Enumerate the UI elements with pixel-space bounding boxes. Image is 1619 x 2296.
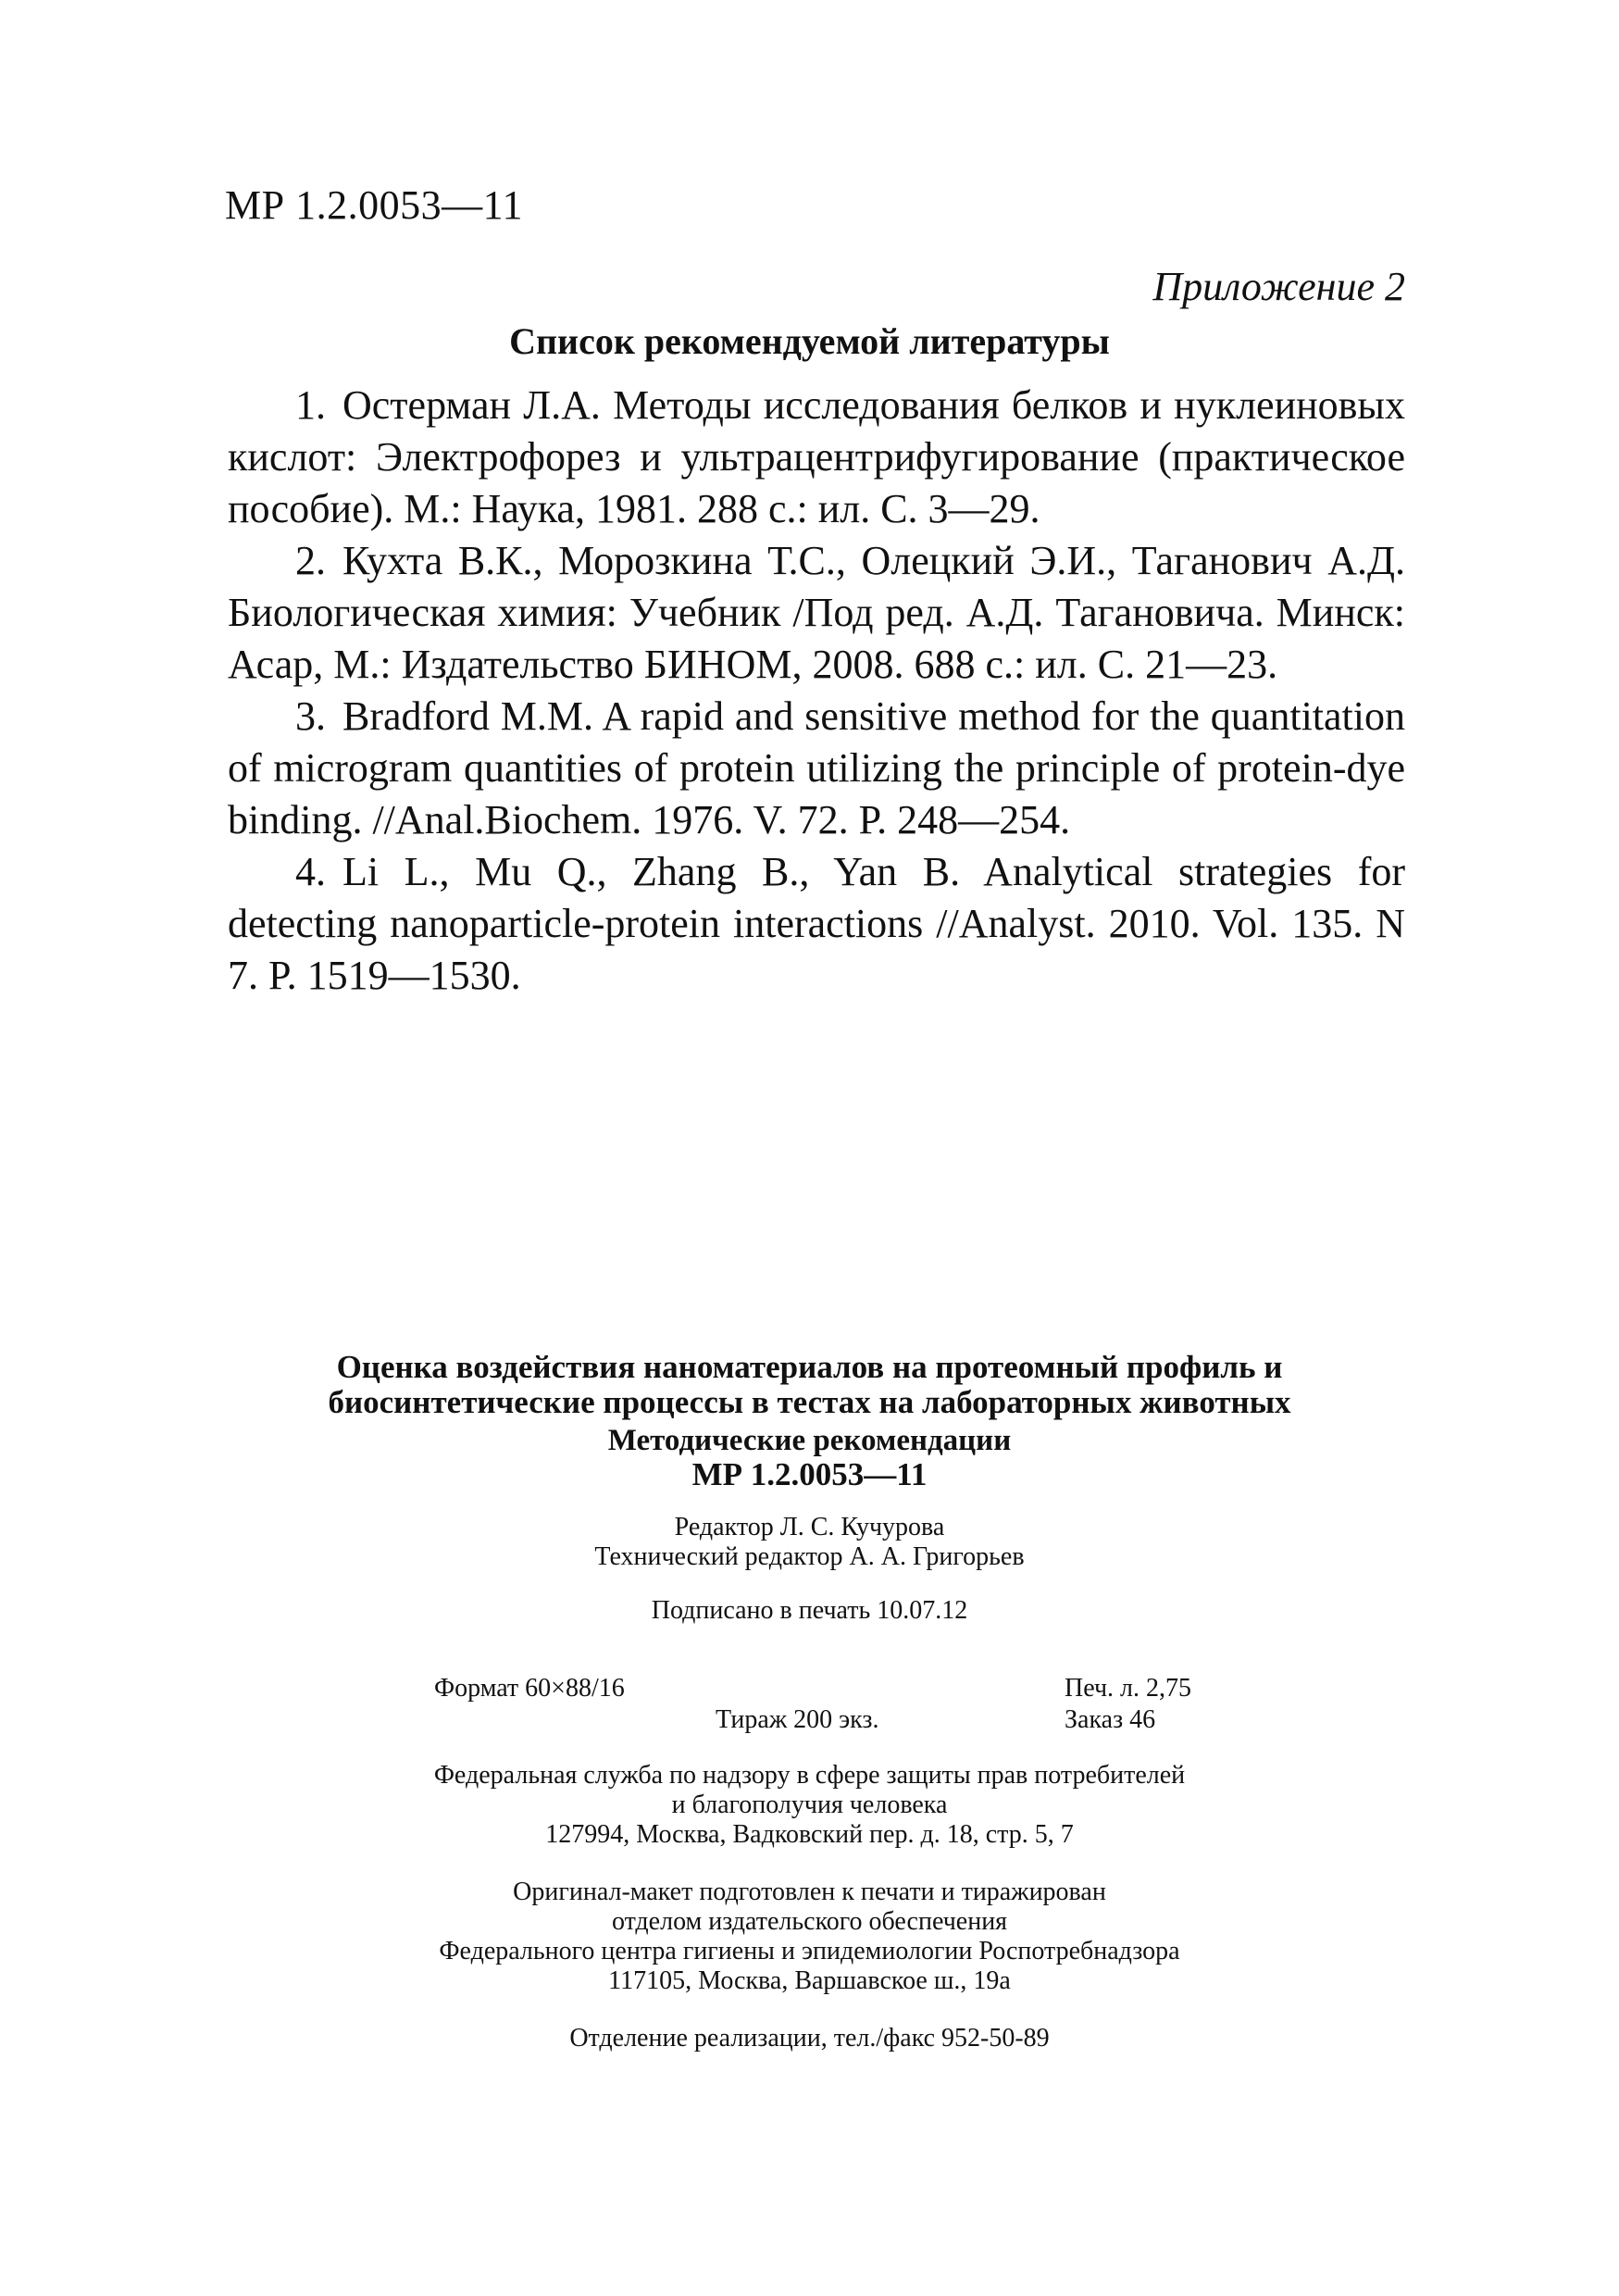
order-number: Заказ 46 xyxy=(1065,1705,1156,1734)
reference-number: 1. xyxy=(295,382,326,428)
editor: Редактор Л. С. Кучурова xyxy=(674,1513,945,1541)
reference-number: 4. xyxy=(295,849,326,894)
reference-item xyxy=(228,535,1405,691)
reference-number: 3. xyxy=(295,693,326,739)
prepared-by-line: отделом издательского обеспечения xyxy=(611,1907,1008,1936)
reference-item xyxy=(228,691,1405,846)
printed-sheets: Печ. л. 2,75 xyxy=(1065,1674,1192,1703)
references-list xyxy=(228,380,1405,1002)
technical-editor: Технический редактор А. А. Григорьев xyxy=(594,1542,1025,1571)
document-type: Методические рекомендации xyxy=(607,1424,1012,1457)
publication-title-line2: биосинтетические процессы в тестах на лабораторных животных xyxy=(328,1384,1291,1420)
reference-item xyxy=(228,380,1405,535)
reference-text: Остерман Л.А. Методы исследования белков и нуклеиновых кислот: Электрофорез и ультрацентрифугирование (практическое пособие). М.: Наука, 1981. 288 с.: ил. С. 3—29. xyxy=(228,382,1405,531)
running-header: МР 1.2.0053—11 xyxy=(225,182,523,228)
reference-text: Li L., Mu Q., Zhang B., Yan B. Analytical strategies for detecting nanoparticle-protein interactions //Analyst. 2010. Vol. 135. N 7. P. 1519—1530. xyxy=(228,849,1405,998)
prepared-by-line: Оригинал-макет подготовлен к печати и тиражирован xyxy=(513,1878,1106,1906)
document-code: МР 1.2.0053—11 xyxy=(691,1456,928,1492)
prepared-by-address: 117105, Москва, Варшавское ш., 19а xyxy=(608,1966,1011,1995)
prepared-by-line: Федерального центра гигиены и эпидемиологии Роспотребнадзора xyxy=(439,1937,1180,1965)
publisher-line: Федеральная служба по надзору в сфере защиты прав потребителей xyxy=(433,1761,1186,1790)
reference-text: Кухта В.К., Морозкина Т.С., Олецкий Э.И., Таганович А.Д. Биологическая химия: Учебник /Под ред. А.Д. Тагановича. Минск: Асар, М.: Издательство БИНОМ, 2008. 688 с.: ил. С. 21—23. xyxy=(228,538,1405,687)
appendix-label: Приложение 2 xyxy=(1152,264,1405,309)
reference-text: Bradford M.M. A rapid and sensitive method for the quantitation of microgram quantities of protein utilizing the principle of protein-dye binding. //Anal.Biochem. 1976. V. 72. P. 248—254. xyxy=(228,693,1405,842)
publication-title-line1: Оценка воздействия наноматериалов на протеомный профиль и xyxy=(336,1349,1283,1385)
reference-item xyxy=(228,846,1405,1002)
paper-format: Формат 60×88/16 xyxy=(434,1674,625,1703)
colophon xyxy=(0,1350,1619,1626)
reference-number: 2. xyxy=(295,538,326,583)
publisher-line: и благополучия человека xyxy=(671,1791,948,1819)
sales-department: Отделение реализации, тел./факс 952-50-89 xyxy=(569,2024,1050,2053)
signed-to-print: Подписано в печать 10.07.12 xyxy=(651,1596,968,1625)
print-specs xyxy=(0,1674,1619,1748)
publisher-info xyxy=(0,1761,1619,2053)
print-run: Тираж 200 экз. xyxy=(716,1705,879,1734)
publisher-address: 127994, Москва, Вадковский пер. д. 18, стр. 5, 7 xyxy=(545,1820,1074,1849)
references-title: Список рекомендуемой литературы xyxy=(509,320,1110,362)
